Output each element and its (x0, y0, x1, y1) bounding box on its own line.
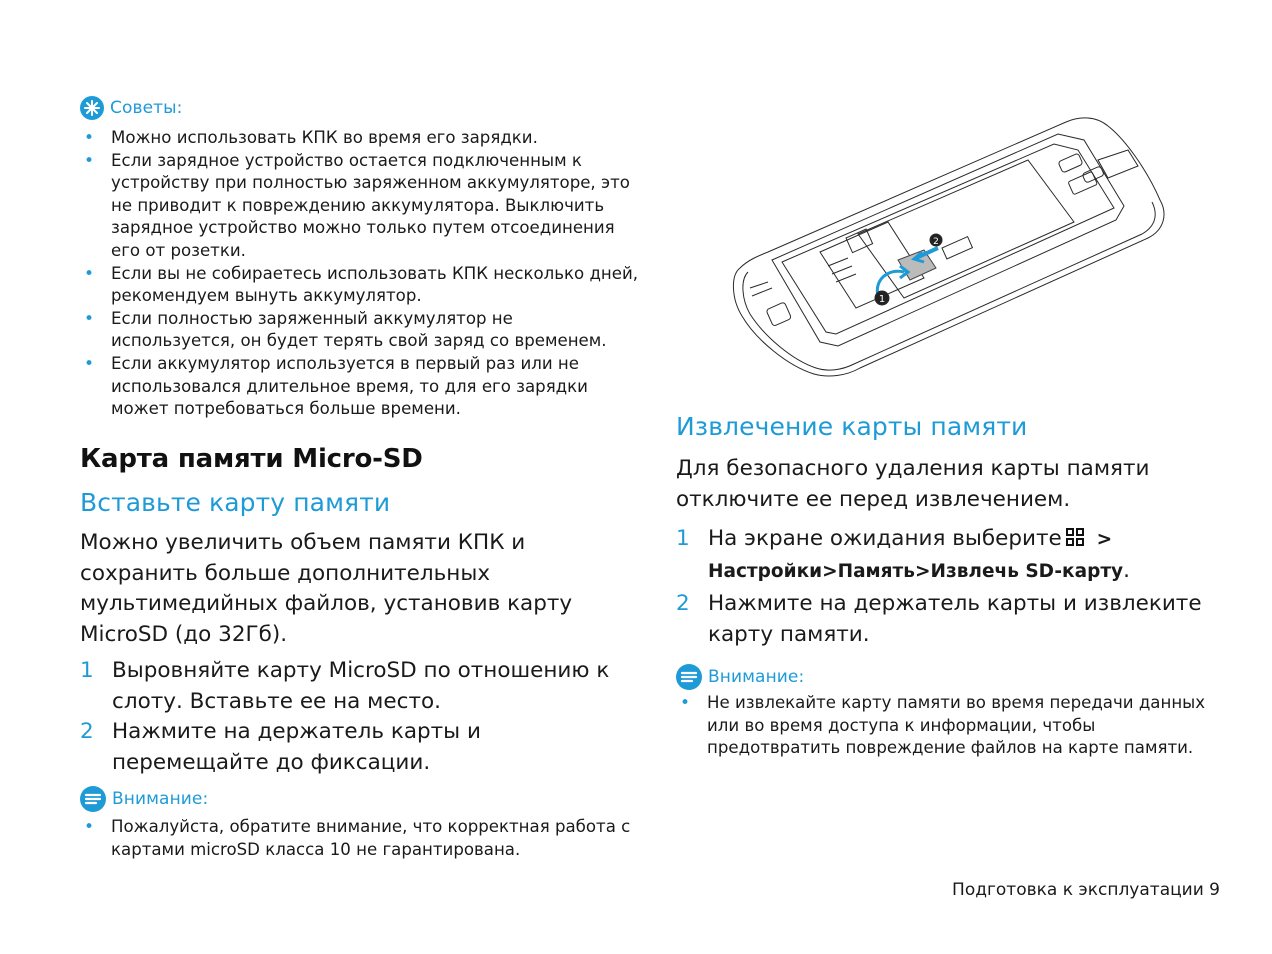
insert-card-title: Вставьте карту памяти (80, 488, 391, 517)
step-number: 2 (80, 719, 94, 744)
remove-warning-title: Внимание: (708, 667, 805, 687)
step-number: 2 (676, 591, 690, 616)
step-item (676, 589, 1236, 650)
list-item: • Пожалуйста, обратите внимание, что корректная работа с картами microSD класса 10 не гарантирована. (80, 816, 640, 861)
list-item: • Если зарядное устройство остается подключенным к устройству при полностью заряженном аккумуляторе, это не приводит к повреждению аккумулятора. Выключить зарядное устройство можно только путем отсоединения его от розетки. (80, 150, 640, 263)
step-item (80, 656, 640, 717)
list-item: • Не извлекайте карту памяти во время передачи данных или во время доступа к информации, чтобы предотвратить повреждение файлов на карте памяти. (676, 692, 1216, 760)
remove-card-title: Извлечение карты памяти (676, 412, 1028, 441)
insert-steps (80, 656, 640, 778)
remove-warning-list (676, 692, 1216, 760)
step-text: На экране ожидания выберите (708, 526, 1062, 551)
phone-illustration (728, 110, 1168, 386)
marker-2: 2 (933, 237, 939, 247)
tips-list (80, 127, 640, 421)
warning-icon (676, 664, 702, 690)
tips-header (80, 96, 183, 120)
step-number: 1 (80, 658, 94, 683)
marker-1: 1 (878, 294, 886, 305)
step-text: Выровняйте карту MicroSD по отношению к слоту. Вставьте ее на место. (112, 658, 610, 714)
list-item: • Если полностью заряженный аккумулятор не используется, он будет терять свой заряд со временем. (80, 308, 640, 353)
warning-icon (80, 786, 106, 812)
page-footer: Подготовка к эксплуатации 9 (952, 880, 1220, 900)
apps-grid-icon (1066, 525, 1084, 556)
list-item: • Если аккумулятор используется в первый раз или не использовался длительное время, то для его зарядки может потребоваться больше времени. (80, 353, 640, 421)
remove-intro: Для безопасного удаления карты памяти отключите ее перед извлечением. (676, 456, 1150, 512)
step-text: Нажмите на держатель карты и перемещайте до фиксации. (112, 719, 481, 775)
step-item (80, 717, 640, 778)
insert-warning-list (80, 816, 640, 861)
insert-intro: Можно увеличить объем памяти КПК и сохранить больше дополнительных мультимедийных файлов, установив карту MicroSD (до 32Гб). (80, 530, 573, 647)
section-title: Карта памяти Micro-SD (80, 444, 423, 474)
settings-path: Настройки>Память>Извлечь SD-карту (708, 560, 1124, 582)
tips-title: Советы: (110, 98, 183, 118)
list-item: • Если вы не собираетесь использовать КПК несколько дней, рекомендуем вынуть аккумулятор. (80, 263, 640, 308)
remove-steps (676, 524, 1236, 650)
list-item: • Можно использовать КПК во время его зарядки. (80, 127, 640, 150)
step-item (676, 524, 1236, 587)
menu-arrow: > (1096, 529, 1113, 550)
remove-warning-header (676, 664, 804, 690)
insert-warning-header (80, 786, 208, 812)
step-number: 1 (676, 526, 690, 551)
tip-icon (80, 96, 104, 120)
insert-warning-title: Внимание: (112, 789, 209, 809)
step-text: Нажмите на держатель карты и извлеките карту памяти. (708, 591, 1202, 647)
step-end: . (1123, 557, 1130, 583)
